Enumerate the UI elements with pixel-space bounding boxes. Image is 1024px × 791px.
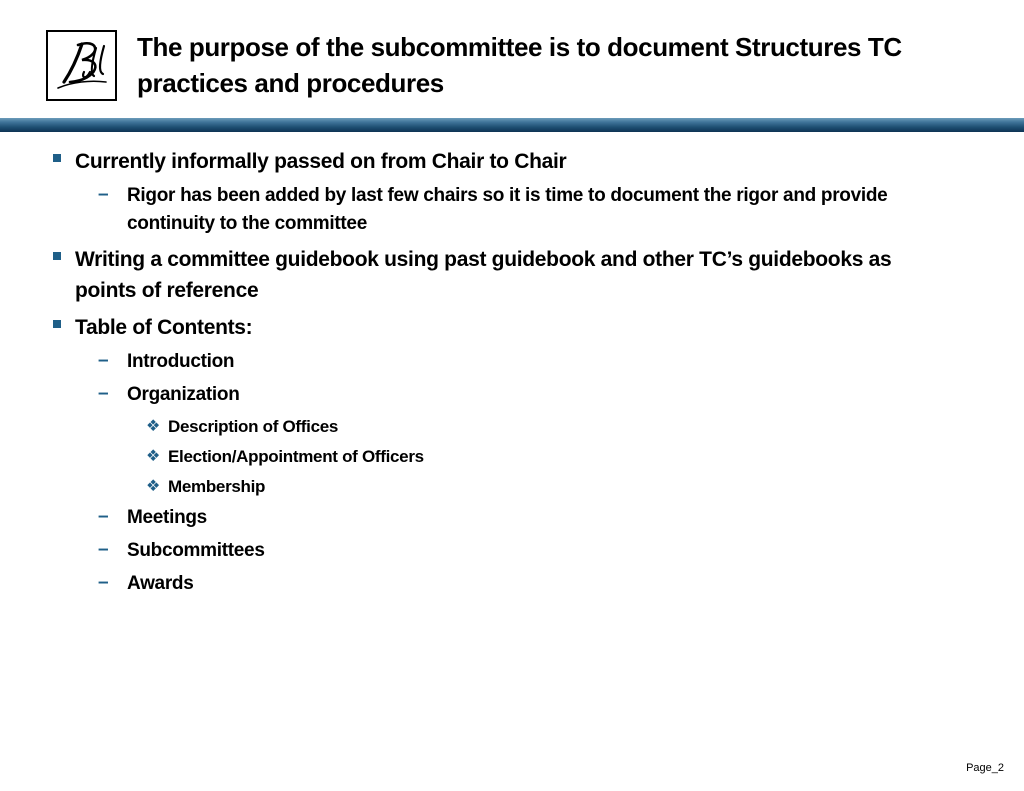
sub-bullet-text: Subcommittees: [127, 540, 265, 561]
sub-bullet-item: [0, 570, 927, 598]
dash-bullet-icon: –: [98, 350, 109, 371]
slide-title: The purpose of the subcommittee is to document Structures TC practices and procedures: [137, 32, 902, 98]
dash-bullet-icon: –: [98, 539, 109, 560]
sub-bullet-item: [0, 537, 927, 565]
sub-sub-bullet-text: Election/Appointment of Officers: [168, 447, 424, 466]
sub-bullet-item: [0, 348, 927, 376]
title-divider-bar: [0, 118, 1024, 132]
slide-content: [0, 146, 1024, 598]
sub-bullet-text: Introduction: [127, 351, 235, 372]
diamond-bullet-icon: ❖: [146, 418, 161, 435]
square-bullet-icon: [53, 252, 61, 260]
sub-sub-bullet-item: [0, 475, 1024, 499]
bullet-item: [0, 244, 945, 306]
ball-logo-mark: [48, 32, 115, 99]
sub-bullet-text: Awards: [127, 573, 194, 594]
bullet-text: Table of Contents:: [75, 316, 253, 339]
dash-bullet-icon: –: [98, 184, 109, 205]
sub-sub-bullet-item: [0, 445, 1024, 469]
dash-bullet-icon: –: [98, 383, 109, 404]
bullet-item: [0, 312, 945, 343]
sub-bullet-text: Rigor has been added by last few chairs so it is time to document the rigor and provide continuity to the committee: [127, 185, 888, 234]
sub-bullet-text: Organization: [127, 384, 240, 405]
sub-sub-bullet-item: [0, 415, 1024, 439]
sub-bullet-text: Meetings: [127, 507, 207, 528]
bullet-text: Currently informally passed on from Chair to Chair: [75, 150, 567, 173]
square-bullet-icon: [53, 154, 61, 162]
ball-logo: [46, 30, 117, 101]
sub-sub-bullet-text: Membership: [168, 477, 266, 496]
page-number: Page_2: [966, 762, 1004, 774]
bullet-text: Writing a committee guidebook using past guidebook and other TC’s guidebooks as points of reference: [75, 248, 892, 302]
sub-bullet-item: [0, 182, 927, 238]
diamond-bullet-icon: ❖: [146, 478, 161, 495]
dash-bullet-icon: –: [98, 572, 109, 593]
sub-sub-bullet-text: Description of Offices: [168, 417, 339, 436]
dash-bullet-icon: –: [98, 506, 109, 527]
diamond-bullet-icon: ❖: [146, 448, 161, 465]
bullet-item: [0, 146, 945, 177]
sub-bullet-item: [0, 381, 927, 409]
sub-bullet-item: [0, 504, 927, 532]
square-bullet-icon: [53, 320, 61, 328]
